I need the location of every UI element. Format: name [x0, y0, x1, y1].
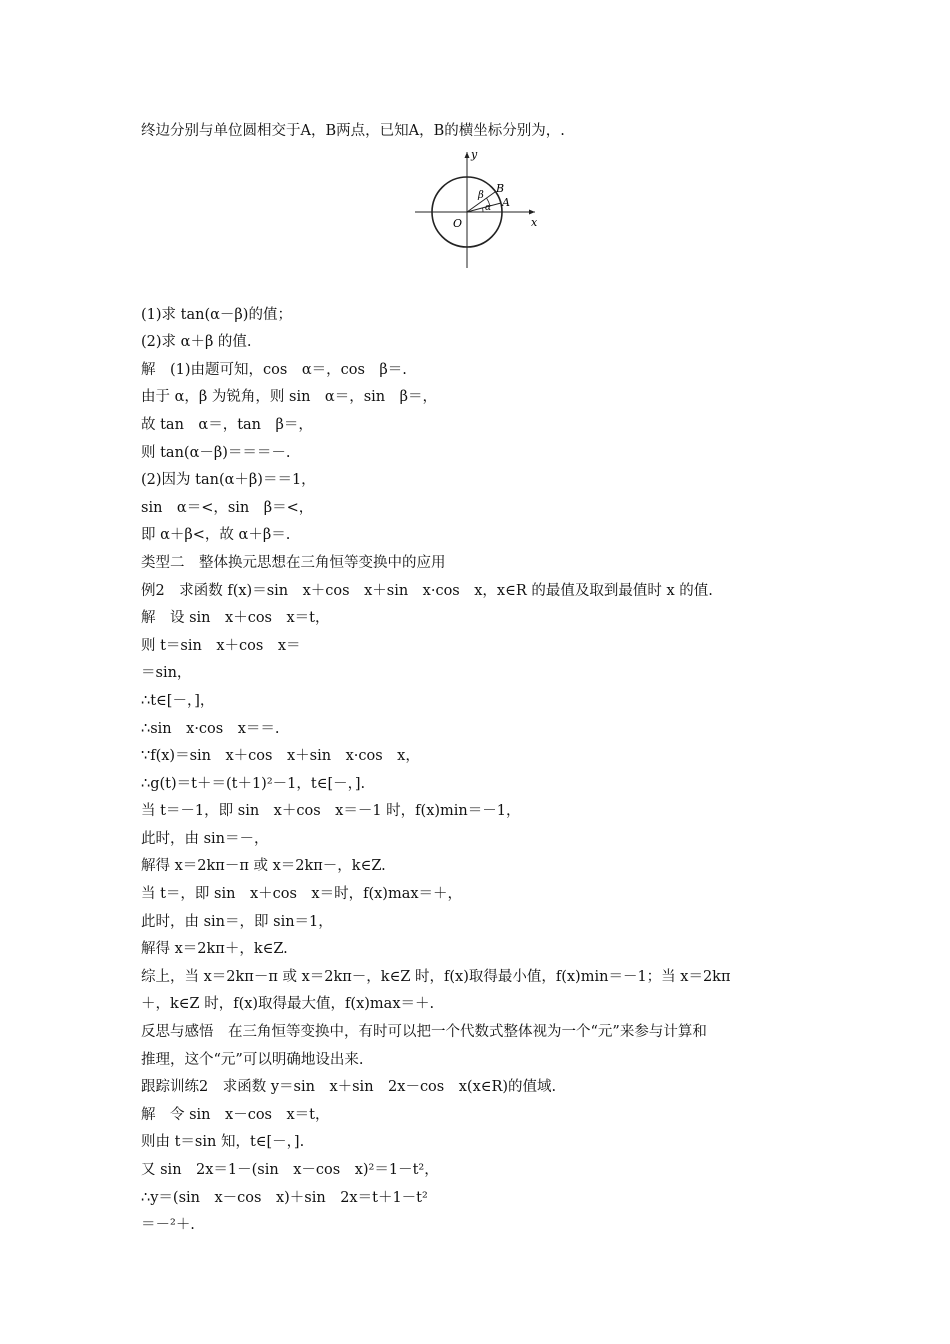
text-line: 则 t＝sin x＋cos x＝: [141, 637, 301, 654]
alpha-label: α: [485, 202, 492, 213]
text-line: 故 tan α＝，tan β＝，: [141, 416, 313, 433]
text-line: 解得 x＝2kπ＋，k∈Z.: [141, 941, 288, 958]
text-line: 又 sin 2x＝1－(sin x－cos x)²＝1－t²，: [141, 1162, 439, 1178]
reflection-line: 反思与感悟 在三角恒等变换中，有时可以把一个代数式整体视为一个“元”来参与计算和: [141, 1024, 707, 1041]
text-line: 则由 t＝sin 知，t∈[－，].: [141, 1134, 305, 1151]
text-line: 解 (1)由题可知，cos α＝，cos β＝.: [141, 361, 407, 378]
text-line: ＝sin，: [141, 665, 192, 682]
text-line: 当 t＝－1，即 sin x＋cos x＝－1 时，f(x)min＝－1，: [141, 803, 521, 820]
document-page: [141, 118, 821, 1240]
y-label: y: [471, 147, 478, 161]
x-axis-arrow: [529, 209, 535, 214]
text-line: 则 tan(α－β)＝＝＝－.: [141, 444, 291, 461]
exercise-statement: 跟踪训练2 求函数 y＝sin x＋sin 2x－cos x(x∈R)的值域.: [141, 1079, 557, 1096]
text-line: ∴sin x·cos x＝＝.: [141, 720, 280, 737]
section-heading: 类型二 整体换元思想在三角恒等变换中的应用: [141, 554, 446, 571]
y-axis-arrow: [465, 152, 470, 158]
text-line: ∴g(t)＝t＋＝(t＋1)²－1，t∈[－，].: [141, 775, 366, 792]
text-body: [141, 302, 821, 1240]
intro-line: 终边分别与单位圆相交于A，B两点，已知A，B的横坐标分别为，.: [141, 123, 565, 139]
example-statement: 例2 求函数 f(x)＝sin x＋cos x＋sin x·cos x，x∈R 的最值及取到最值时 x 的值.: [141, 582, 713, 599]
text-line: ＝－²＋.: [141, 1217, 195, 1234]
text-line: ∴y＝(sin x－cos x)＋sin 2x＝t＋1－t²: [141, 1189, 428, 1206]
text-line: 当 t＝，即 sin x＋cos x＝时，f(x)max＝＋，: [141, 886, 463, 903]
text-line: 解得 x＝2kπ－π 或 x＝2kπ－，k∈Z.: [141, 858, 386, 875]
x-label: x: [531, 215, 538, 229]
text-line: 即 α＋β<，故 α＋β＝.: [141, 527, 291, 544]
point-B-label: B: [496, 181, 505, 195]
ray-OA: [467, 203, 501, 212]
point-A-label: A: [502, 195, 510, 209]
alpha-arc: [483, 208, 484, 212]
text-line: 解 令 sin x－cos x＝t，: [141, 1106, 330, 1123]
text-line: 综上，当 x＝2kπ－π 或 x＝2kπ－，k∈Z 时，f(x)取得最小值，f(x)min＝－1；当 x＝2kπ: [141, 968, 731, 985]
origin-label: O: [453, 216, 463, 230]
text-line: ∵f(x)＝sin x＋cos x＋sin x·cos x，: [141, 748, 420, 765]
beta-label: β: [478, 189, 484, 201]
unit-circle-diagram: [411, 148, 541, 270]
text-line: ∴t∈[－，]，: [141, 692, 215, 709]
text-line: ＋，k∈Z 时，f(x)取得最大值，f(x)max＝＋.: [141, 996, 435, 1013]
text-line: 由于 α，β 为锐角，则 sin α＝，sin β＝，: [141, 389, 438, 406]
text-line: 此时，由 sin＝，即 sin＝1，: [141, 913, 333, 930]
text-line: 解 设 sin x＋cos x＝t，: [141, 610, 330, 627]
reflection-line: 推理，这个“元”可以明确地设出来.: [141, 1051, 364, 1068]
text-line: (2)因为 tan(α＋β)＝＝1，: [141, 472, 316, 489]
text-line: 此时，由 sin＝－，: [141, 830, 269, 847]
text-line: (1)求 tan(α－β)的值；: [141, 306, 292, 323]
text-line: (2)求 α＋β 的值.: [141, 334, 252, 351]
text-line: sin α＝<，sin β＝<，: [141, 499, 314, 516]
unit-circle-figure: [141, 148, 821, 296]
